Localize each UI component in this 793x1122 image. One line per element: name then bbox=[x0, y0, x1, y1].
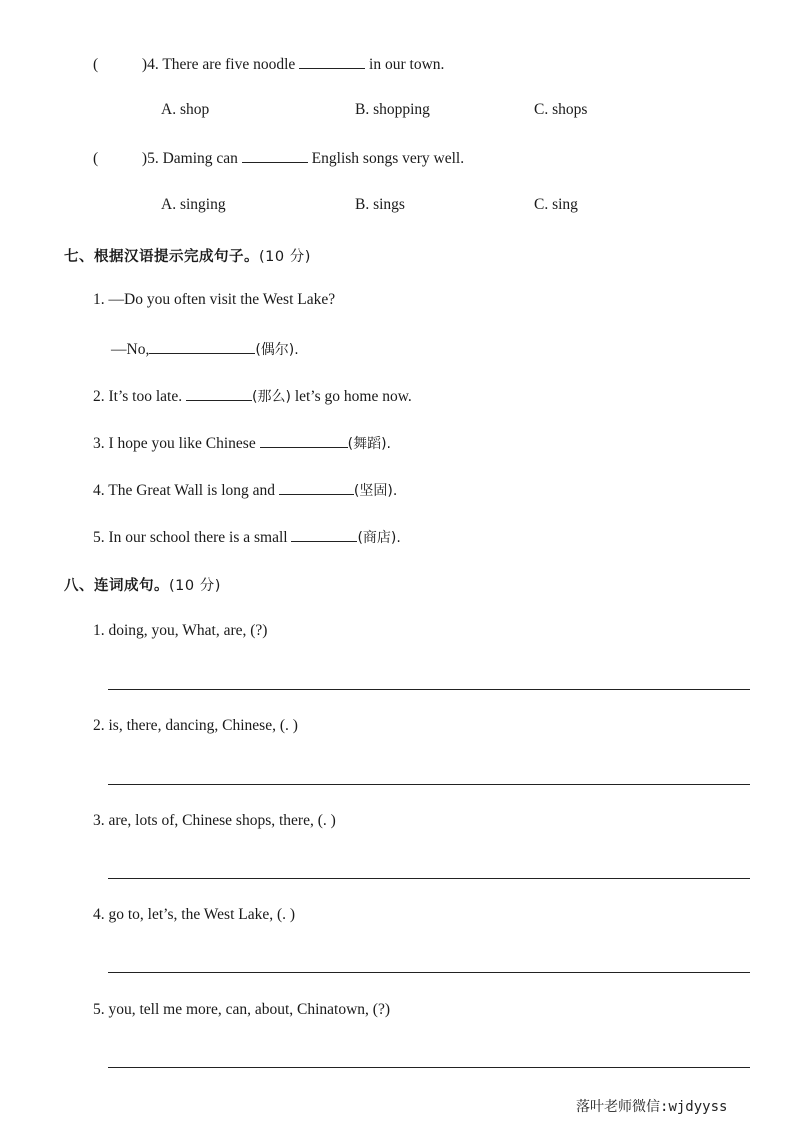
item-number: 2. bbox=[93, 717, 105, 734]
answer-line[interactable] bbox=[108, 689, 750, 690]
mc-question-5 bbox=[93, 148, 464, 168]
s8-item-5 bbox=[93, 1001, 390, 1019]
chinese-hint: (商店). bbox=[357, 530, 401, 546]
answer-line[interactable] bbox=[108, 972, 750, 973]
scrambled-words: go to, let’s, the West Lake, (. ) bbox=[108, 906, 296, 923]
item-number: 2. bbox=[93, 388, 105, 405]
chinese-hint: (舞蹈). bbox=[347, 436, 391, 452]
s7-item-2 bbox=[93, 386, 412, 406]
scrambled-words: are, lots of, Chinese shops, there, (. ) bbox=[108, 812, 336, 829]
fill-blank[interactable] bbox=[186, 386, 252, 401]
section-score: (10 分) bbox=[259, 249, 311, 265]
option-c: C. sing bbox=[534, 196, 578, 213]
s7-item-1-line1 bbox=[93, 291, 335, 309]
mc-question-4 bbox=[93, 54, 444, 74]
answer-line[interactable] bbox=[108, 878, 750, 879]
question-text-after: in our town. bbox=[369, 56, 445, 73]
answer-line[interactable] bbox=[108, 1067, 750, 1068]
item-number: 4. bbox=[93, 482, 105, 499]
footer-wechat-id: wjdyyss bbox=[668, 1099, 728, 1115]
question-number: 4. bbox=[147, 56, 159, 73]
item-number: 3. bbox=[93, 812, 105, 829]
option-b: B. shopping bbox=[355, 101, 430, 118]
s8-item-4 bbox=[93, 906, 295, 924]
answer-paren-close: ) bbox=[141, 150, 148, 167]
chinese-hint: (坚固). bbox=[353, 483, 398, 499]
item-number: 5. bbox=[93, 1001, 105, 1018]
question-text-after: English songs very well. bbox=[311, 150, 465, 167]
item-number: 1. bbox=[93, 291, 105, 308]
question-text-before: Daming can bbox=[162, 150, 238, 167]
item-number: 4. bbox=[93, 906, 105, 923]
question-text-before: There are five noodle bbox=[162, 56, 296, 73]
answer-paren-open: ( bbox=[93, 56, 99, 73]
chinese-hint: (那么) bbox=[252, 389, 291, 405]
chinese-hint: (偶尔). bbox=[255, 342, 299, 358]
answer-paren-close: ) bbox=[141, 56, 148, 73]
option-a: A. shop bbox=[161, 101, 210, 118]
section-7-heading bbox=[64, 245, 311, 266]
s8-item-3 bbox=[93, 812, 336, 830]
footer-label: 落叶老师微信: bbox=[576, 1099, 669, 1115]
option-c: C. shops bbox=[534, 101, 588, 118]
s7-item-3 bbox=[93, 433, 391, 453]
footer-contact bbox=[576, 1096, 727, 1116]
fill-blank[interactable] bbox=[242, 148, 308, 163]
item-text: In our school there is a small bbox=[108, 529, 288, 546]
fill-blank[interactable] bbox=[149, 339, 255, 354]
section-8-heading bbox=[64, 574, 221, 595]
s7-item-5 bbox=[93, 527, 401, 547]
s7-item-4 bbox=[93, 480, 397, 500]
answer-line[interactable] bbox=[108, 784, 750, 785]
option-a: A. singing bbox=[161, 196, 226, 213]
s8-item-1 bbox=[93, 622, 267, 640]
fill-blank[interactable] bbox=[299, 54, 365, 69]
item-text: It’s too late. bbox=[108, 388, 183, 405]
item-text: —Do you often visit the West Lake? bbox=[108, 291, 336, 308]
scrambled-words: you, tell me more, can, about, Chinatown, (?) bbox=[108, 1001, 391, 1018]
item-number: 1. bbox=[93, 622, 105, 639]
item-text-after: let’s go home now. bbox=[294, 388, 412, 405]
scrambled-words: doing, you, What, are, (?) bbox=[108, 622, 268, 639]
question-number: 5. bbox=[147, 150, 159, 167]
item-text: I hope you like Chinese bbox=[108, 435, 256, 452]
item-number: 5. bbox=[93, 529, 105, 546]
s7-item-1-line2 bbox=[111, 339, 299, 359]
item-number: 3. bbox=[93, 435, 105, 452]
item-text: —No, bbox=[111, 341, 150, 358]
section-title: 七、根据汉语提示完成句子。 bbox=[64, 249, 259, 265]
s8-item-2 bbox=[93, 717, 298, 735]
fill-blank[interactable] bbox=[260, 433, 348, 448]
item-text: The Great Wall is long and bbox=[108, 482, 276, 499]
section-score: (10 分) bbox=[169, 578, 221, 594]
section-title: 八、连词成句。 bbox=[64, 578, 169, 594]
fill-blank[interactable] bbox=[279, 480, 354, 495]
fill-blank[interactable] bbox=[291, 527, 357, 542]
option-b: B. sings bbox=[355, 196, 405, 213]
answer-paren-open: ( bbox=[93, 150, 99, 167]
scrambled-words: is, there, dancing, Chinese, (. ) bbox=[108, 717, 298, 734]
